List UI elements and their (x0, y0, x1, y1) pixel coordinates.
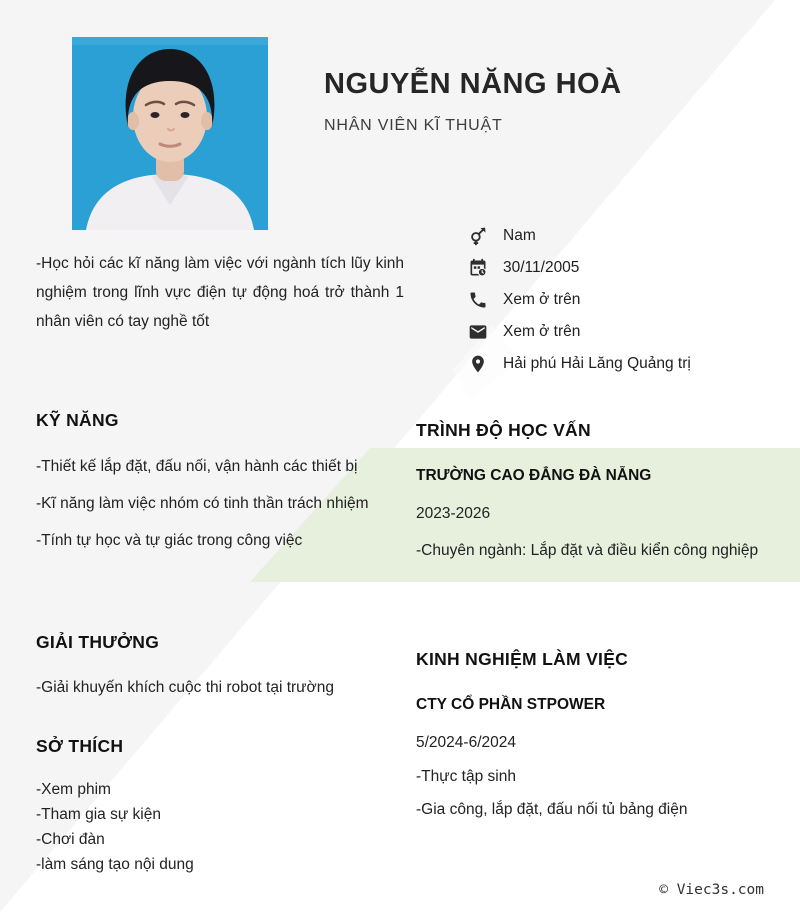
phone-value: Xem ở trên (503, 291, 581, 308)
experience-company: CTY CỔ PHẦN STPOWER (416, 696, 606, 713)
hobby-item: -Xem phim (36, 781, 111, 798)
candidate-job-title: NHÂN VIÊN KĨ THUẬT (324, 117, 503, 134)
info-row-email (468, 322, 788, 342)
profile-photo (72, 37, 268, 230)
skill-item: -Kĩ năng làm việc nhóm có tinh thần trách nhiệm (36, 495, 369, 512)
personal-info-list (468, 226, 788, 386)
address-value: Hải phú Hải Lăng Quảng trị (503, 355, 691, 372)
skill-item: -Thiết kế lắp đặt, đấu nối, vận hành các thiết bị (36, 458, 358, 475)
hobby-item: -làm sáng tạo nội dung (36, 856, 194, 873)
education-major: -Chuyên ngành: Lắp đặt và điều kiển công nghiệp (416, 542, 759, 559)
experience-heading: KINH NGHIỆM LÀM VIỆC (416, 649, 629, 669)
mail-icon (468, 322, 488, 342)
info-row-gender (468, 226, 788, 246)
skill-item: -Tính tự học và tự giác trong công việc (36, 532, 303, 549)
info-row-birthdate (468, 258, 788, 278)
skills-items (36, 452, 404, 555)
hobbies-items (36, 777, 404, 877)
gender-icon (468, 226, 488, 246)
email-value: Xem ở trên (503, 323, 581, 340)
skills-section (36, 410, 404, 563)
hobby-item: -Tham gia sự kiện (36, 806, 161, 823)
birthdate-value: 30/11/2005 (503, 259, 580, 276)
info-row-phone (468, 290, 788, 310)
awards-heading: GIẢI THƯỞNG (36, 632, 160, 652)
watermark-copyright: © Viec3s.com (659, 882, 764, 898)
awards-items (36, 673, 404, 702)
experience-item: -Thực tập sinh (416, 768, 516, 785)
candidate-name: NGUYỄN NĂNG HOÀ (324, 68, 622, 100)
calendar-icon (468, 258, 488, 278)
career-objective: -Học hỏi các kĩ năng làm việc với ngành tích lũy kinh nghiệm trong lĩnh vực điện tự động hoá trở thành 1 nhân viên có tay nghề tốt (36, 255, 404, 330)
education-heading: TRÌNH ĐỘ HỌC VẤN (416, 420, 591, 440)
gender-value: Nam (503, 227, 536, 244)
location-icon (468, 354, 488, 374)
hobby-item: -Chơi đàn (36, 831, 105, 848)
hobbies-heading: SỞ THÍCH (36, 736, 124, 756)
education-period: 2023-2026 (416, 505, 491, 522)
hobbies-section (36, 736, 404, 877)
awards-section (36, 632, 404, 710)
experience-item: -Gia công, lắp đặt, đấu nối tủ bảng điện (416, 801, 688, 818)
award-item: -Giải khuyến khích cuộc thi robot tại trường (36, 679, 334, 696)
info-row-address (468, 354, 788, 374)
experience-period: 5/2024-6/2024 (416, 734, 516, 751)
education-school: TRƯỜNG CAO ĐẲNG ĐÀ NẴNG (416, 467, 652, 484)
phone-icon (468, 290, 488, 310)
skills-heading: KỸ NĂNG (36, 410, 119, 430)
